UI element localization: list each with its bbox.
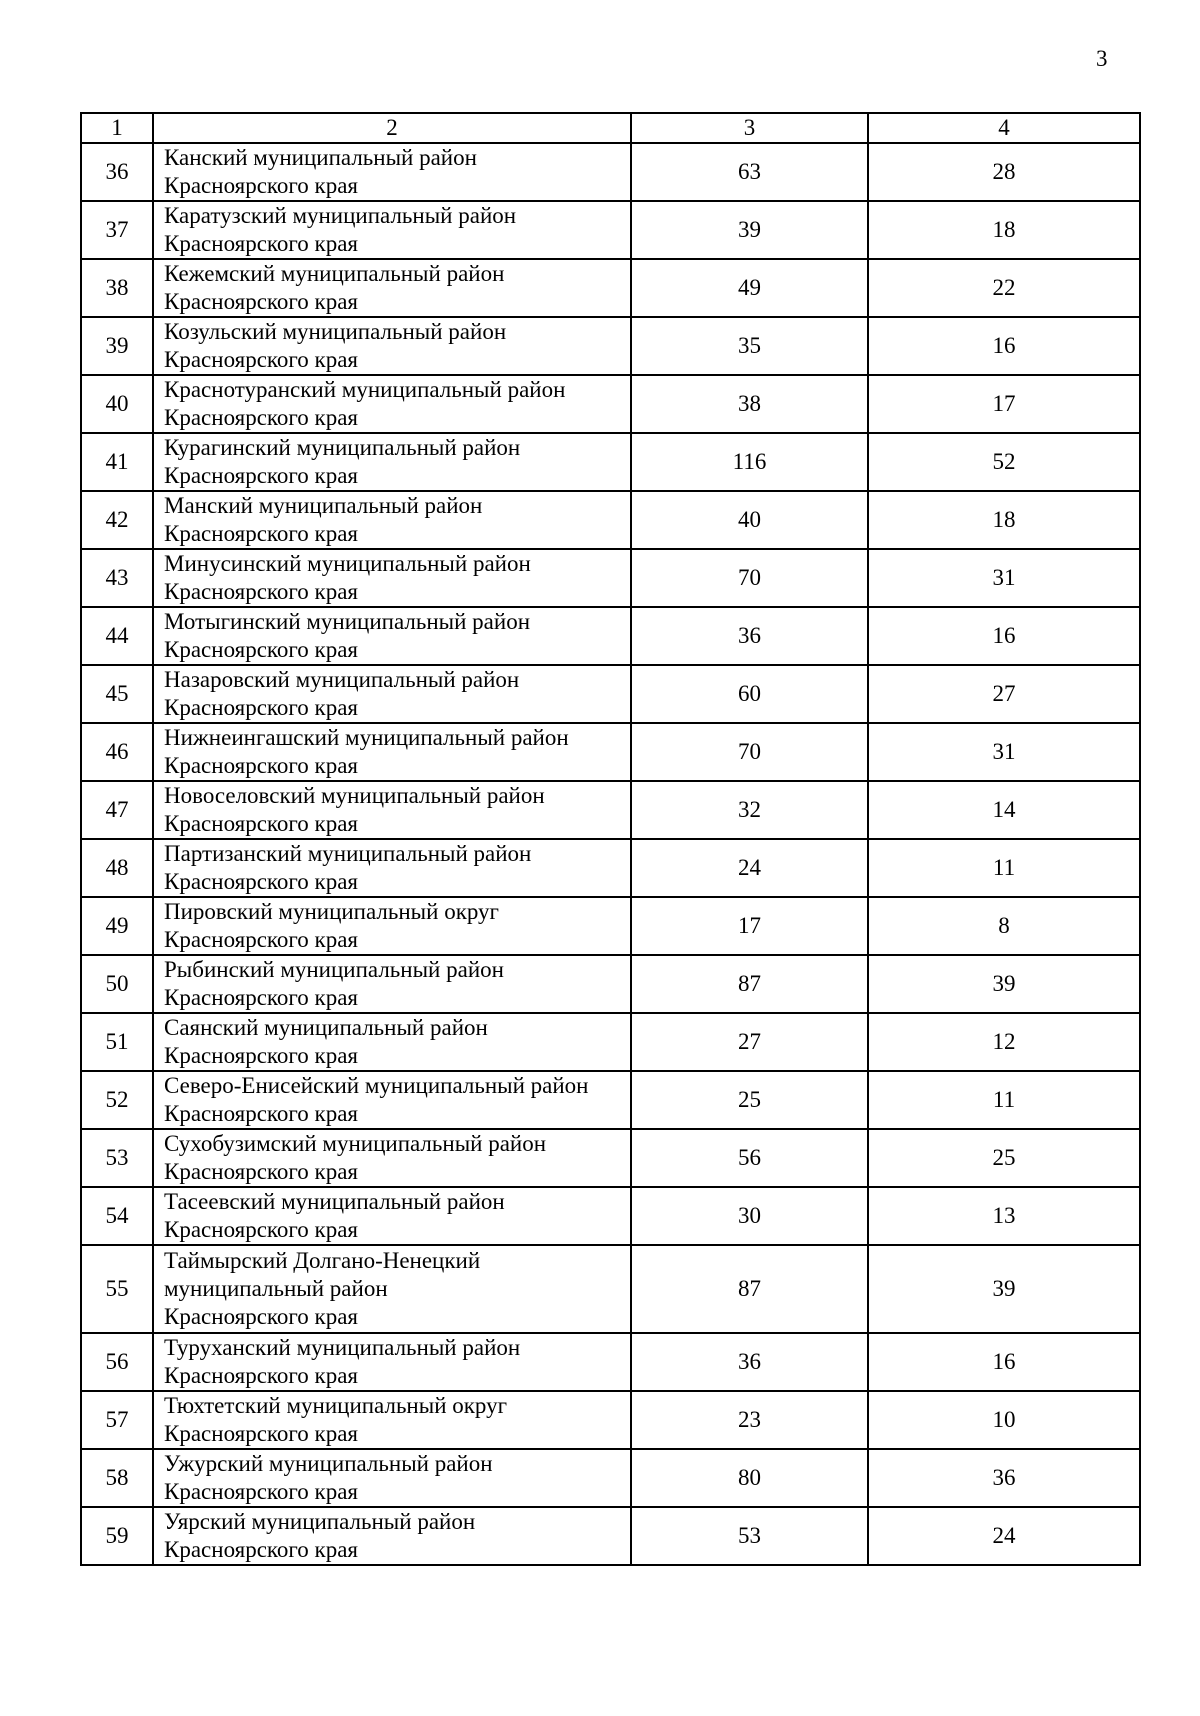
municipality-name-cell: Уярский муниципальный район Красноярского края xyxy=(153,1507,631,1565)
table-row xyxy=(81,1013,1140,1071)
municipality-name-cell: Пировский муниципальный округ Красноярского края xyxy=(153,897,631,955)
table-row xyxy=(81,1449,1140,1507)
row-number-cell: 50 xyxy=(81,955,153,1013)
row-number-cell: 39 xyxy=(81,317,153,375)
column-4-value-cell: 22 xyxy=(868,259,1140,317)
municipality-name-cell: Мотыгинский муниципальный район Красноярского края xyxy=(153,607,631,665)
column-3-value-cell: 23 xyxy=(631,1391,868,1449)
municipality-name-cell: Таймырский Долгано-Ненецкий муниципальный район Красноярского края xyxy=(153,1245,631,1333)
column-4-value-cell: 14 xyxy=(868,781,1140,839)
column-4-value-cell: 11 xyxy=(868,839,1140,897)
column-4-value-cell: 18 xyxy=(868,491,1140,549)
municipality-name-cell: Тюхтетский муниципальный округ Красноярского края xyxy=(153,1391,631,1449)
table-row xyxy=(81,1391,1140,1449)
municipality-table xyxy=(80,112,1141,1566)
row-number-cell: 45 xyxy=(81,665,153,723)
column-4-value-cell: 39 xyxy=(868,1245,1140,1333)
row-number-cell: 52 xyxy=(81,1071,153,1129)
column-3-value-cell: 35 xyxy=(631,317,868,375)
row-number-cell: 44 xyxy=(81,607,153,665)
row-number-cell: 53 xyxy=(81,1129,153,1187)
municipality-name-cell: Курагинский муниципальный район Красноярского края xyxy=(153,433,631,491)
column-4-value-cell: 31 xyxy=(868,723,1140,781)
municipality-name-cell: Назаровский муниципальный район Красноярского края xyxy=(153,665,631,723)
column-3-value-cell: 80 xyxy=(631,1449,868,1507)
table-row xyxy=(81,1071,1140,1129)
column-3-value-cell: 38 xyxy=(631,375,868,433)
table-row xyxy=(81,839,1140,897)
column-4-value-cell: 24 xyxy=(868,1507,1140,1565)
municipality-name-cell: Козульский муниципальный район Красноярского края xyxy=(153,317,631,375)
column-3-value-cell: 32 xyxy=(631,781,868,839)
column-3-value-cell: 70 xyxy=(631,723,868,781)
column-header-3: 3 xyxy=(631,113,868,143)
column-4-value-cell: 31 xyxy=(868,549,1140,607)
row-number-cell: 58 xyxy=(81,1449,153,1507)
table-row xyxy=(81,375,1140,433)
column-4-value-cell: 36 xyxy=(868,1449,1140,1507)
column-4-value-cell: 13 xyxy=(868,1187,1140,1245)
municipality-name-cell: Партизанский муниципальный район Красноярского края xyxy=(153,839,631,897)
column-4-value-cell: 25 xyxy=(868,1129,1140,1187)
table-row xyxy=(81,143,1140,201)
table-row xyxy=(81,723,1140,781)
column-4-value-cell: 17 xyxy=(868,375,1140,433)
column-3-value-cell: 56 xyxy=(631,1129,868,1187)
page-number: 3 xyxy=(1096,46,1108,71)
column-3-value-cell: 30 xyxy=(631,1187,868,1245)
municipality-name-cell: Рыбинский муниципальный район Красноярского края xyxy=(153,955,631,1013)
municipality-name-cell: Минусинский муниципальный район Красноярского края xyxy=(153,549,631,607)
table-row xyxy=(81,317,1140,375)
table-row xyxy=(81,433,1140,491)
column-3-value-cell: 87 xyxy=(631,1245,868,1333)
row-number-cell: 41 xyxy=(81,433,153,491)
municipality-name-cell: Нижнеингашский муниципальный район Красноярского края xyxy=(153,723,631,781)
municipality-name-cell: Северо-Енисейский муниципальный район Красноярского края xyxy=(153,1071,631,1129)
table-row xyxy=(81,665,1140,723)
row-number-cell: 38 xyxy=(81,259,153,317)
municipality-name-cell: Каратузский муниципальный район Красноярского края xyxy=(153,201,631,259)
table-row xyxy=(81,781,1140,839)
row-number-cell: 56 xyxy=(81,1333,153,1391)
column-4-value-cell: 18 xyxy=(868,201,1140,259)
column-4-value-cell: 8 xyxy=(868,897,1140,955)
table-row xyxy=(81,549,1140,607)
column-3-value-cell: 49 xyxy=(631,259,868,317)
column-4-value-cell: 39 xyxy=(868,955,1140,1013)
column-3-value-cell: 25 xyxy=(631,1071,868,1129)
column-3-value-cell: 17 xyxy=(631,897,868,955)
table-body xyxy=(81,143,1140,1565)
table-row xyxy=(81,897,1140,955)
column-3-value-cell: 24 xyxy=(631,839,868,897)
row-number-cell: 51 xyxy=(81,1013,153,1071)
column-3-value-cell: 116 xyxy=(631,433,868,491)
row-number-cell: 54 xyxy=(81,1187,153,1245)
table-row xyxy=(81,1187,1140,1245)
column-header-2: 2 xyxy=(153,113,631,143)
municipality-name-cell: Кежемский муниципальный район Красноярского края xyxy=(153,259,631,317)
column-4-value-cell: 11 xyxy=(868,1071,1140,1129)
row-number-cell: 36 xyxy=(81,143,153,201)
column-3-value-cell: 36 xyxy=(631,607,868,665)
column-header-4: 4 xyxy=(868,113,1140,143)
column-4-value-cell: 28 xyxy=(868,143,1140,201)
column-4-value-cell: 10 xyxy=(868,1391,1140,1449)
table-row xyxy=(81,955,1140,1013)
municipality-name-cell: Новоселовский муниципальный район Красноярского края xyxy=(153,781,631,839)
row-number-cell: 55 xyxy=(81,1245,153,1333)
table-row xyxy=(81,201,1140,259)
column-3-value-cell: 53 xyxy=(631,1507,868,1565)
table-row xyxy=(81,1507,1140,1565)
column-4-value-cell: 16 xyxy=(868,317,1140,375)
municipality-name-cell: Сухобузимский муниципальный район Красноярского края xyxy=(153,1129,631,1187)
column-3-value-cell: 60 xyxy=(631,665,868,723)
row-number-cell: 47 xyxy=(81,781,153,839)
row-number-cell: 57 xyxy=(81,1391,153,1449)
municipality-name-cell: Саянский муниципальный район Красноярского края xyxy=(153,1013,631,1071)
table-row xyxy=(81,607,1140,665)
column-3-value-cell: 36 xyxy=(631,1333,868,1391)
column-4-value-cell: 16 xyxy=(868,1333,1140,1391)
table-header-row xyxy=(81,113,1140,143)
column-3-value-cell: 87 xyxy=(631,955,868,1013)
municipality-name-cell: Тасеевский муниципальный район Красноярского края xyxy=(153,1187,631,1245)
table-row xyxy=(81,1333,1140,1391)
row-number-cell: 42 xyxy=(81,491,153,549)
column-4-value-cell: 52 xyxy=(868,433,1140,491)
row-number-cell: 43 xyxy=(81,549,153,607)
column-4-value-cell: 27 xyxy=(868,665,1140,723)
row-number-cell: 37 xyxy=(81,201,153,259)
column-header-1: 1 xyxy=(81,113,153,143)
column-3-value-cell: 27 xyxy=(631,1013,868,1071)
row-number-cell: 49 xyxy=(81,897,153,955)
column-4-value-cell: 12 xyxy=(868,1013,1140,1071)
municipality-name-cell: Краснотуранский муниципальный район Красноярского края xyxy=(153,375,631,433)
municipality-name-cell: Ужурский муниципальный район Красноярского края xyxy=(153,1449,631,1507)
row-number-cell: 40 xyxy=(81,375,153,433)
column-4-value-cell: 16 xyxy=(868,607,1140,665)
municipality-name-cell: Манский муниципальный район Красноярского края xyxy=(153,491,631,549)
table-row xyxy=(81,491,1140,549)
column-3-value-cell: 63 xyxy=(631,143,868,201)
row-number-cell: 46 xyxy=(81,723,153,781)
row-number-cell: 59 xyxy=(81,1507,153,1565)
table-row xyxy=(81,1245,1140,1333)
table-row xyxy=(81,259,1140,317)
municipality-name-cell: Канский муниципальный район Красноярского края xyxy=(153,143,631,201)
municipality-name-cell: Туруханский муниципальный район Красноярского края xyxy=(153,1333,631,1391)
table-row xyxy=(81,1129,1140,1187)
column-3-value-cell: 70 xyxy=(631,549,868,607)
row-number-cell: 48 xyxy=(81,839,153,897)
column-3-value-cell: 40 xyxy=(631,491,868,549)
column-3-value-cell: 39 xyxy=(631,201,868,259)
